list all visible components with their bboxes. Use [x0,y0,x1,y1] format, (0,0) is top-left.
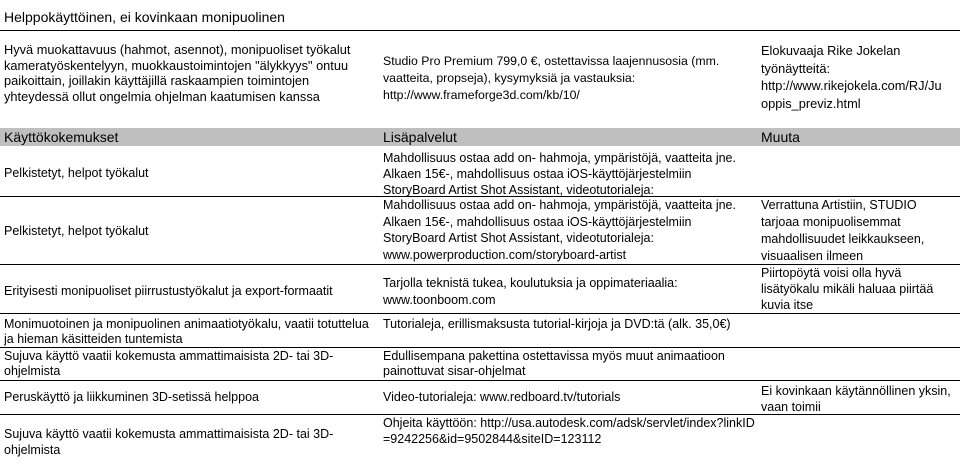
row2-service: Mahdollisuus ostaa add on- hahmoja, ympäristöjä, vaatteita jne. Alkaen 15€-, mahdollisuus ostaa iOS-käyttöjärjestelmiin StoryBoard Artist Shot Assistant, videotutorialeja: www.powerproduction.com/storyboard-artist [383,198,736,262]
row6-other: Ei kovinkaan käytännöllinen yksin, vaan toimii [761,384,951,413]
row6-experience: Peruskäyttö ja liikkuminen 3D-setissä helppoa [4,390,259,404]
row4-service: Tutorialeja, erillismaksusta tutorial-kirjoja ja DVD:tä (alk. 35,0€) [383,317,731,331]
top-middle-description: Studio Pro Premium 799,0 €, ostettavissa laajennusosia (mm. vaatteita, propseja), kysymyksiä ja vastauksia: http://www.frameforge3d.com/kb/10/ [383,54,720,102]
row3-other: Piirtopöytä voisi olla hyvä lisätyökalu mikäli haluaa piirtää kuvia itse [761,266,934,311]
row3-experience: Erityisesti monipuoliset piirrustustyökalut ja export-formaatit [4,284,333,298]
document-title: Helppokäyttöinen, ei kovinkaan monipuolinen [4,10,285,25]
row2-other: Verrattuna Artistiin, STUDIO tarjoaa monipuolisemmat mahdollisuudet leikkaukseen, visuaalisen ilmeen [761,198,925,263]
top-left-description: Hyvä muokattavuus (hahmot, asennot), monipuoliset työkalut kameratyöskentelyyn, muokkaustoimintojen "älykkyys" ontuu paikoittain, joillakin käyttäjillä raskaampien toimintojen yhteydessä ollut ongelmia ohjelman kaatumisen kanssa [4,42,351,104]
row7-service: Ohjeita käyttöön: http://usa.autodesk.com/adsk/servlet/index?linkID=9242256&id=9502844&siteID=123112 [383,416,755,446]
row5-experience: Sujuva käyttö vaatii kokemusta ammattimaisista 2D- tai 3D-ohjelmista [4,349,334,378]
row5-divider [0,380,960,381]
title-divider [0,30,960,31]
header-band [0,128,960,146]
header-other: Muuta [761,129,800,145]
row6-service: Video-tutorialeja: www.redboard.tv/tutorials [383,390,621,404]
top-right-description: Elokuvaaja Rike Jokelan työnäytteitä: http://www.rikejokela.com/RJ/Ju oppis_previz.html [761,43,942,111]
row4-divider [0,347,960,348]
row1-service: Mahdollisuus ostaa add on- hahmoja, ympäristöjä, vaatteita jne. Alkaen 15€-, mahdollisuus ostaa iOS-käyttöjärjestelmiin StoryBoard Artist Shot Assistant, videotutorialeja: [383,151,736,196]
row3-service: Tarjolla teknistä tukea, koulutuksia ja oppimateriaalia: www.toonboom.com [383,276,678,307]
row4-experience: Monimuotoinen ja monipuolinen animaatiotyökalu, vaatii totuttelua ja hieman käsitteiden tuntemista [4,317,369,346]
row3-divider [0,313,960,314]
row5-service: Edullisempana pakettina ostettavissa myös muut animaatioon painottuvat sisar-ohjelmat [383,349,725,378]
row2-experience: Pelkistetyt, helpot työkalut [4,224,149,238]
header-services: Lisäpalvelut [383,129,457,145]
row7-experience: Sujuva käyttö vaatii kokemusta ammattimaisista 2D- tai 3D-ohjelmista [4,427,334,457]
header-experiences: Käyttökokemukset [4,129,119,145]
row1-experience: Pelkistetyt, helpot työkalut [4,166,149,180]
